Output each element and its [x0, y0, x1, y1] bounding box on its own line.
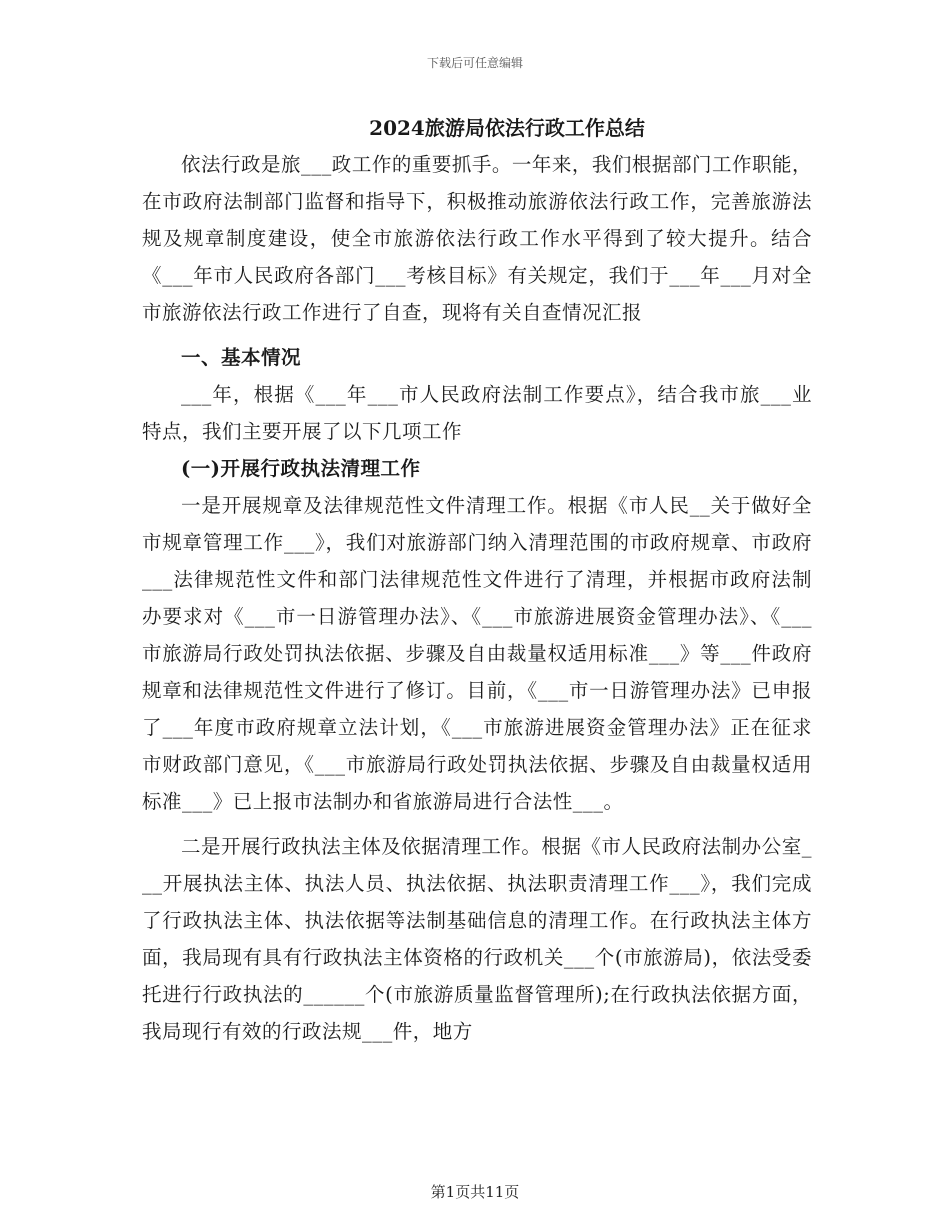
- document-title: 2024旅游局依法行政工作总结: [369, 116, 645, 140]
- header-note: 下载后可任意编辑: [426, 56, 523, 70]
- item1-paragraph: 一是开展规章及法律规范性文件清理工作。根据《市人民__关于做好全市规章管理工作___》，我们对旅游部门纳入清理范围的市政府规章、市政府___法律规范性文件和部门法律规范性文件进行了清理，并根据市政府法制办要求对《___市一日游管理办法》、《___市旅游进展资金管理办法》、《___市旅游局行政处罚执法依据、步骤及自由裁量权适用标准___》等___件政府规章和法律规范性文件进行了修订。目前，《___市一日游管理办法》已申报了___年度市政府规章立法计划，《___市旅游进展资金管理办法》正在征求市财政部门意见，《___市旅游局行政处罚执法依据、步骤及自由裁量权适用标准___》已上报市法制办和省旅游局进行合法性___。: [142, 494, 812, 813]
- document-body: [142, 110, 812, 1050]
- item2-paragraph: 二是开展行政执法主体及依据清理工作。根据《市人民政府法制办公室___开展执法主体、执法人员、执法依据、执法职责清理工作___》，我们完成了行政执法主体、执法依据等法制基础信息的清理工作。在行政执法主体方面，我局现有具有行政执法主体资格的行政机关___个(市旅游局)，依法受委托进行行政执法的______个(市旅游质量监督管理所);在行政执法依据方面，我局现行有效的行政法规___件，地方: [142, 835, 812, 1043]
- spacer: [142, 820, 812, 828]
- subsection-heading-cleanup: (一)开展行政执法清理工作: [181, 457, 421, 480]
- spacer: [142, 331, 812, 339]
- section1-intro-paragraph: ___年，根据《___年___市人民政府法制工作要点》，结合我市旅___业特点，我们主要开展了以下几项工作: [142, 383, 812, 443]
- intro-paragraph: 依法行政是旅___政工作的重要抓手。一年来，我们根据部门工作职能，在市政府法制部门监督和指导下，积极推动旅游依法行政工作，完善旅游法规及规章制度建设，使全市旅游依法行政工作水平得到了较大提升。结合《___年市人民政府各部门___考核目标》有关规定，我们于___年___月对全市旅游依法行政工作进行了自查，现将有关自查情况汇报: [142, 153, 812, 324]
- page-number: 第1页共11页: [430, 1183, 520, 1201]
- section-heading-basic: 一、基本情况: [181, 346, 302, 369]
